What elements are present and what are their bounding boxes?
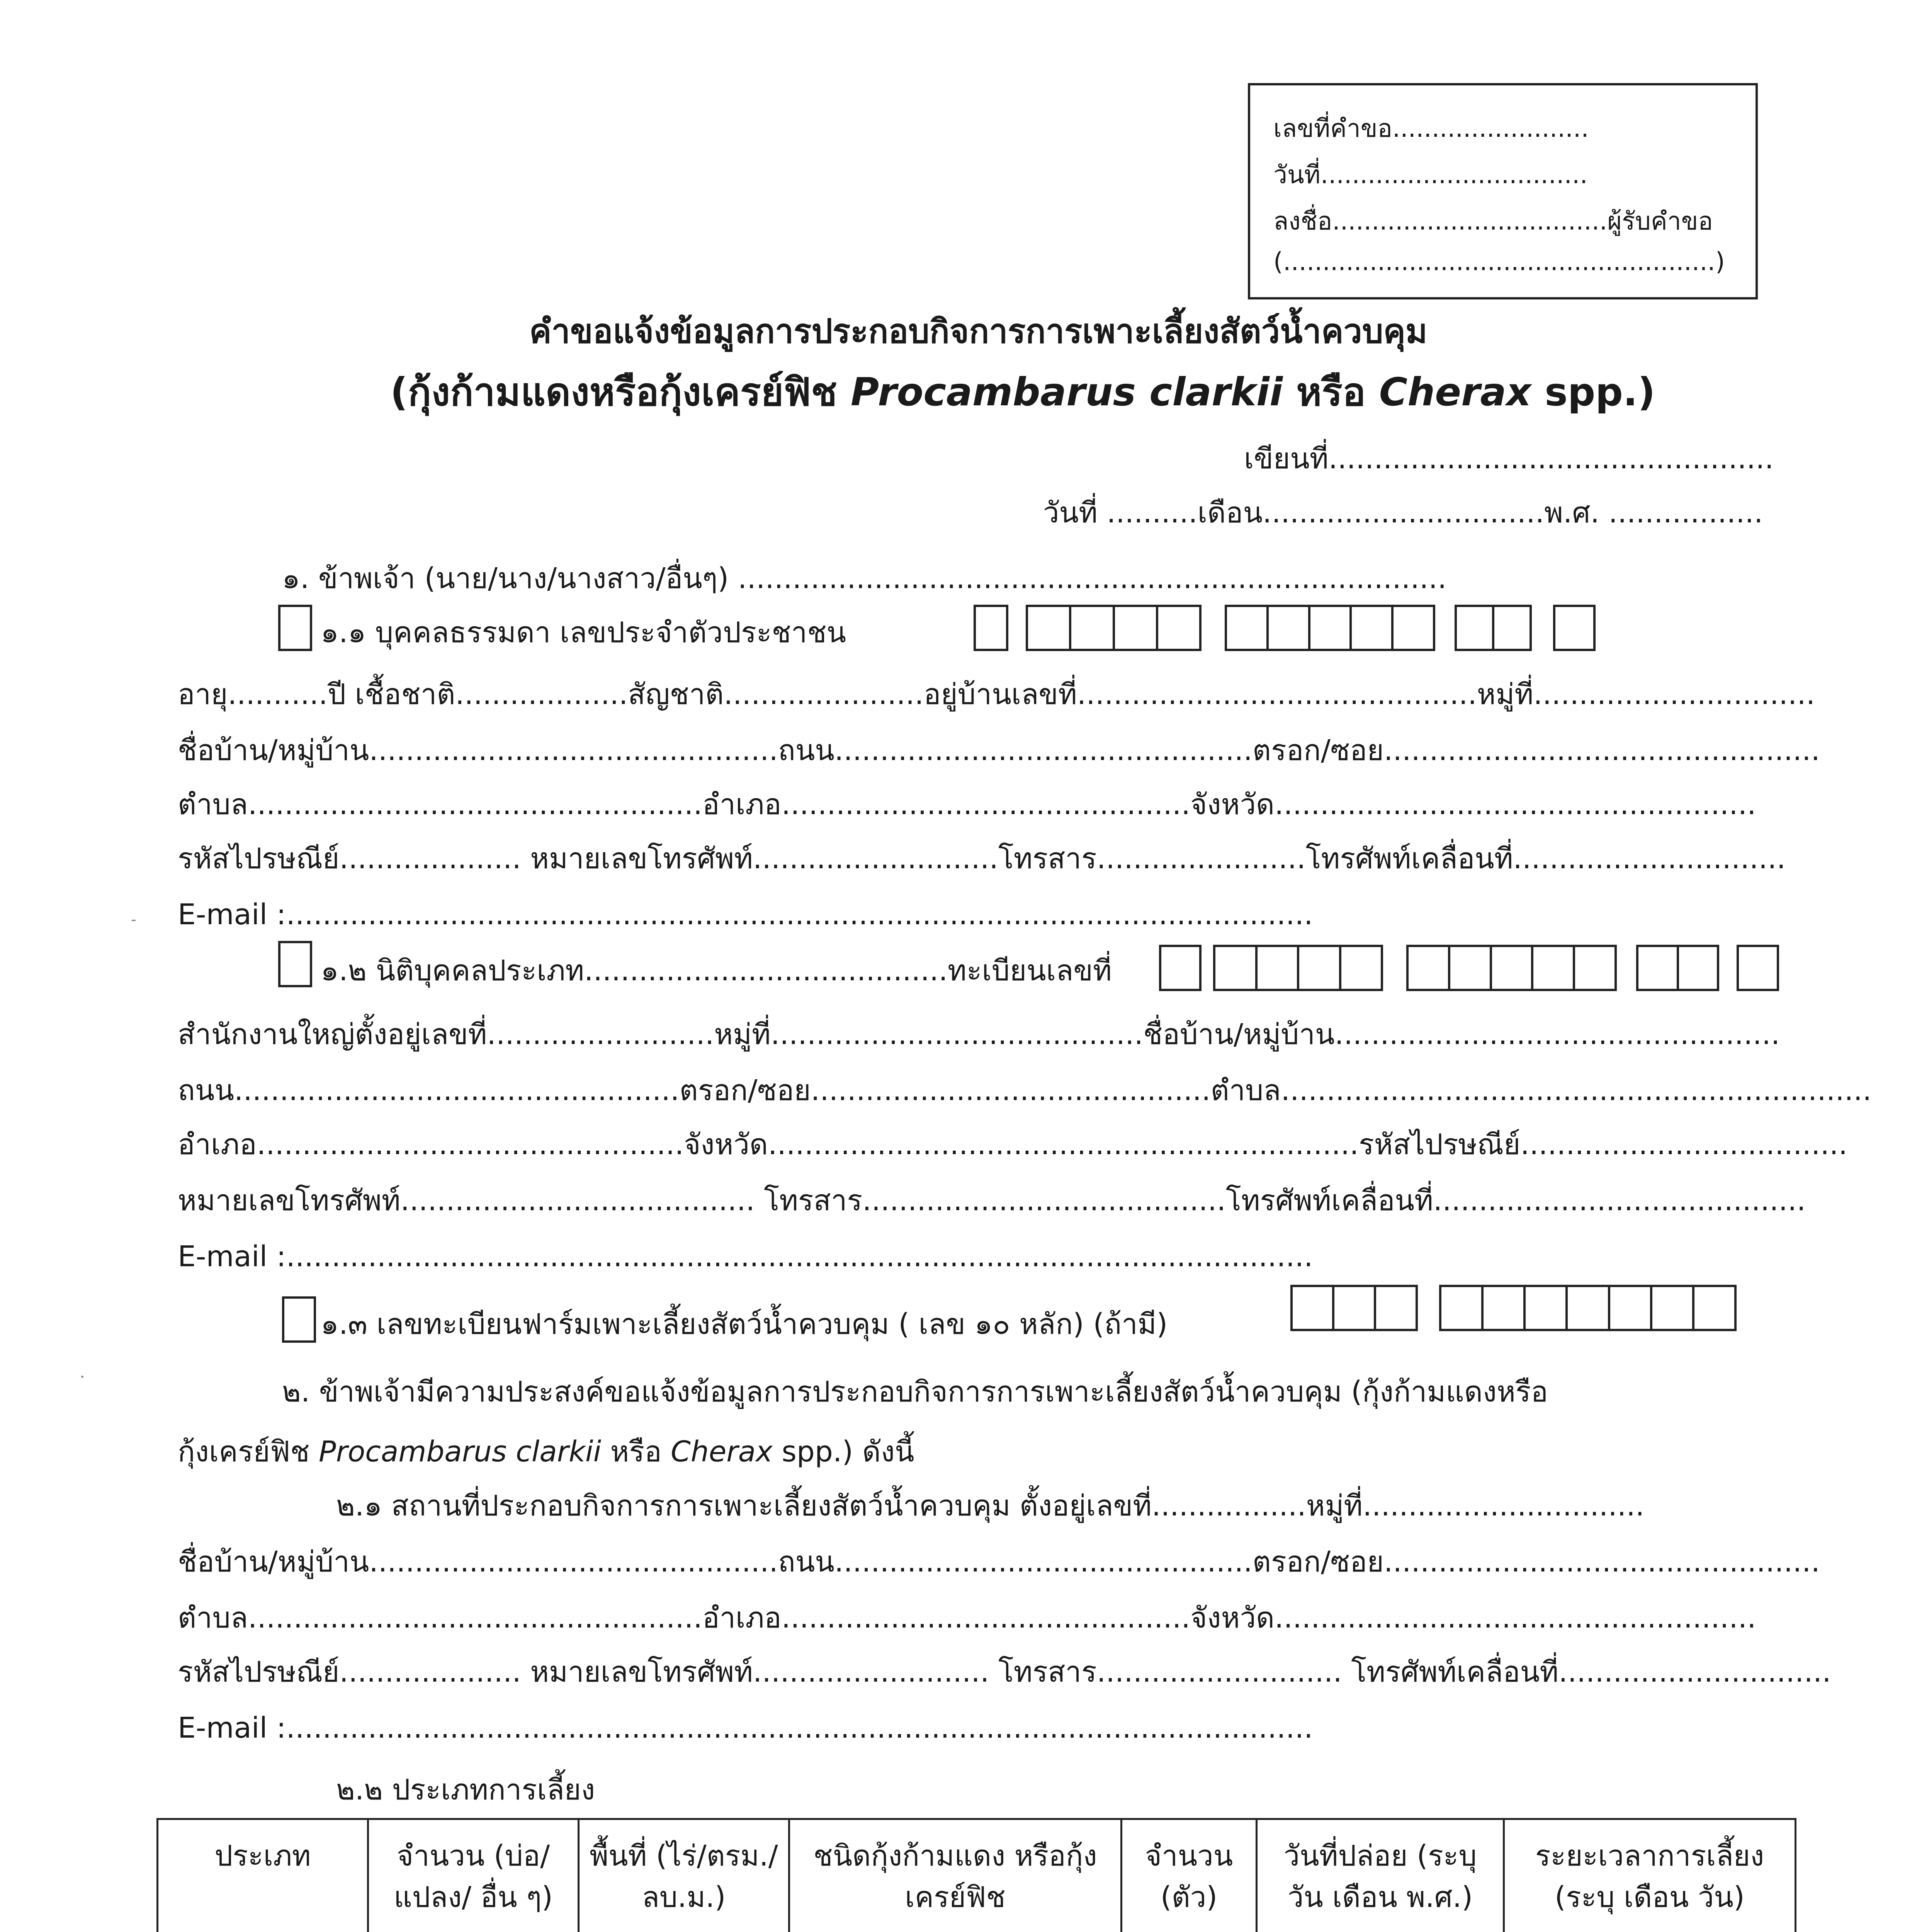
id-box-3[interactable]: [1225, 605, 1435, 651]
person-email-line[interactable]: E-mail :.................................................................................................................: [178, 898, 1313, 931]
juristic-phone-line[interactable]: หมายเลขโทรศัพท์....................................... โทรสาร........................................โทรศัพท์เคลื่อนที่.........................................: [178, 1184, 1806, 1217]
reg-box-1[interactable]: [1159, 945, 1202, 991]
s2-part-5: spp.) ดังนี้: [772, 1435, 914, 1468]
scan-speck: [131, 920, 136, 921]
reg-box-4[interactable]: [1636, 945, 1719, 991]
header-species: ชนิดกุ้งก้ามแดง หรือกุ้งเครย์ฟิช: [789, 1819, 1122, 1932]
s2-species-2: Cherax: [671, 1435, 773, 1468]
header-area: พื้นที่ (ไร่/ตรม./ ลบ.ม.): [579, 1819, 789, 1932]
juristic-checkbox[interactable]: [278, 941, 312, 987]
s2-part-1: กุ้งเครย์ฟิช: [178, 1435, 319, 1468]
title-part-e: spp.): [1531, 369, 1655, 415]
section-1-applicant[interactable]: ๑. ข้าพเจ้า (นาย/นาง/นางสาว/อื่นๆ) ..............................................................................: [282, 562, 1447, 595]
table-header-row: [158, 1819, 1796, 1932]
header-count: จำนวน (บ่อ/แปลง/ อื่น ๆ): [368, 1819, 579, 1932]
person-checkbox[interactable]: [278, 605, 312, 651]
header-type: ประเภท: [158, 1819, 368, 1932]
title-line-2: [390, 369, 1655, 415]
section-2-1-location[interactable]: ๒.๑ สถานที่ประกอบกิจการการเพาะเลี้ยงสัตว์น้ำควบคุม ตั้งอยู่เลขที่.................หมู่ที่...............................: [336, 1489, 1645, 1522]
title-species-2: Cherax: [1379, 369, 1531, 415]
section-1-3-label: ๑.๓ เลขทะเบียนฟาร์มเพาะเลี้ยงสัตว์น้ำควบคุม ( เลข ๑๐ หลัก) (ถ้ามี): [321, 1308, 1168, 1341]
person-tambon-line[interactable]: ตำบล..................................................อำเภอ.............................................จังหวัด.....................................................: [178, 788, 1756, 821]
title-part-a: (กุ้งก้ามแดงหรือกุ้งเครย์ฟิช: [390, 369, 851, 415]
header-release-date: วันที่ปล่อย (ระบุ วัน เดือน พ.ศ.): [1257, 1819, 1504, 1932]
header-period: ระยะเวลาการเลี้ยง (ระบุ เดือน วัน): [1504, 1819, 1796, 1932]
receiver-signature-field[interactable]: ลงชื่อ...................................ผู้รับคำขอ: [1273, 207, 1713, 236]
header-quantity: จำนวน (ตัว): [1122, 1819, 1257, 1932]
s2-part-3: หรือ: [601, 1435, 671, 1468]
section-2-intro: ๒. ข้าพเจ้ามีความประสงค์ขอแจ้งข้อมูลการประกอบกิจการการเพาะเลี้ยงสัตว์น้ำควบคุม (กุ้งก้ามแดงหรือ: [282, 1375, 1548, 1408]
id-box-2[interactable]: [1026, 605, 1202, 651]
juristic-email-line[interactable]: E-mail :.................................................................................................................: [178, 1240, 1313, 1273]
section-1-2-label: ๑.๒ นิติบุคคลประเภท........................................ทะเบียนเลขที่: [321, 954, 1112, 987]
title-species-1: Procambarus clarkii: [850, 369, 1283, 415]
date-field[interactable]: วันที่ ..........เดือน...............................พ.ศ. .................: [1043, 496, 1763, 529]
section-1-1-label: ๑.๑ บุคคลธรรมดา เลขประจำตัวประชาชน: [321, 616, 846, 649]
farm-phone-line[interactable]: รหัสไปรษณีย์.................... หมายเลขโทรศัพท์.......................... โทรสาร........................... โทรศัพท์เคลื่อนที่..............................: [178, 1655, 1831, 1689]
request-no-field[interactable]: เลขที่คำขอ.........................: [1273, 114, 1589, 143]
id-box-4[interactable]: [1455, 605, 1532, 651]
request-date-field[interactable]: วันที่..................................: [1273, 161, 1588, 189]
person-age-line[interactable]: อายุ...........ปี เชื้อชาติ...................สัญชาติ......................อยู่บ้านเลขที่............................................หมู่ที่...............................: [178, 678, 1815, 711]
farm-box-1[interactable]: [1290, 1285, 1418, 1331]
section-2-2-label: ๒.๒ ประเภทการเลี้ยง: [336, 1773, 595, 1806]
section-2-species: [178, 1437, 914, 1466]
written-at-field[interactable]: เขียนที่.................................................: [1244, 442, 1774, 475]
juristic-amphoe-line[interactable]: อำเภอ...............................................จังหวัด.................................................................รหัสไปรษณีย์....................................: [178, 1128, 1848, 1161]
juristic-office-line[interactable]: สำนักงานใหญ่ตั้งอยู่เลขที่.........................หมู่ที่.........................................ชื่อบ้าน/หมู่บ้าน.................................................: [178, 1018, 1780, 1051]
farming-type-table: [156, 1818, 1796, 1932]
farm-village-line[interactable]: ชื่อบ้าน/หมู่บ้าน.............................................ถนน..............................................ตรอก/ซอย................................................: [178, 1545, 1820, 1578]
reg-box-5[interactable]: [1737, 945, 1779, 991]
reg-box-3[interactable]: [1406, 945, 1617, 991]
farm-box-2[interactable]: [1439, 1285, 1737, 1331]
id-box-1[interactable]: [974, 605, 1008, 651]
title-line-1: คำขอแจ้งข้อมูลการประกอบกิจการการเพาะเลี้ยงสัตว์น้ำควบคุม: [529, 312, 1428, 351]
person-village-line[interactable]: ชื่อบ้าน/หมู่บ้าน.............................................ถนน..............................................ตรอก/ซอย................................................: [178, 734, 1820, 767]
juristic-road-line[interactable]: ถนน.................................................ตรอก/ซอย............................................ตำบล.................................................................: [178, 1074, 1872, 1107]
receiver-name-field[interactable]: (.......................................................): [1273, 248, 1725, 276]
title-part-c: หรือ: [1283, 369, 1379, 415]
reg-box-2[interactable]: [1213, 945, 1383, 991]
farm-tambon-line[interactable]: ตำบล..................................................อำเภอ.............................................จังหวัด.....................................................: [178, 1601, 1756, 1634]
scan-speck: [81, 1376, 83, 1378]
id-box-5[interactable]: [1553, 605, 1596, 651]
farm-email-line[interactable]: E-mail :.................................................................................................................: [178, 1711, 1313, 1745]
person-phone-line[interactable]: รหัสไปรษณีย์.................... หมายเลขโทรศัพท์...........................โทรสาร.......................โทรศัพท์เคลื่อนที่..............................: [178, 842, 1786, 875]
office-use-box: [1248, 83, 1758, 299]
s2-species-1: Procambarus clarkii: [318, 1435, 602, 1468]
farm-reg-checkbox[interactable]: [282, 1296, 316, 1343]
